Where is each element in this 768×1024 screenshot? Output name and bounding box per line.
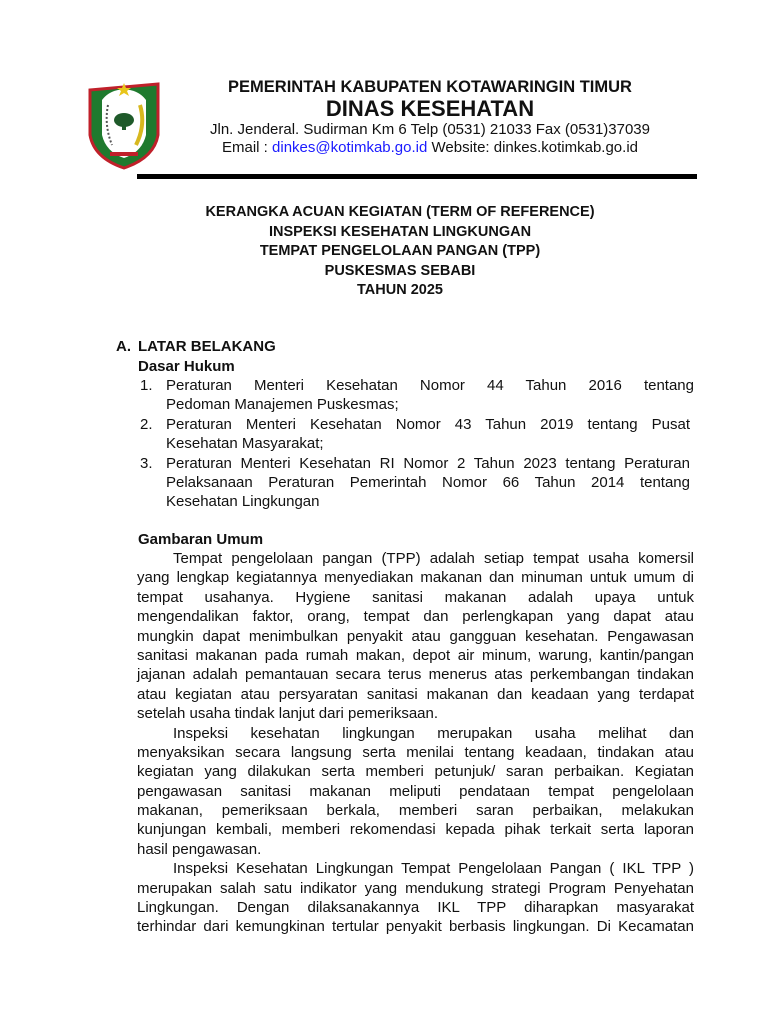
paragraph-line: Inspeksi Kesehatan Lingkungan Tempat Pengelolaan Pangan ( IKL TPP ) [173,860,694,878]
email-link[interactable]: dinkes@kotimkab.go.id [272,139,432,156]
list-text: Pelaksanaan Peraturan Pemerintah Nomor 66 Tahun 2014 tentang [166,473,690,491]
email-label: Email : [222,139,273,156]
list-text: Pedoman Manajemen Puskesmas; [166,396,399,414]
paragraph-line: hasil pengawasan. [137,840,262,858]
list-text: Kesehatan Masyarakat; [166,435,324,453]
legal-basis-list [140,376,694,512]
title-line: INSPEKSI KESEHATAN LINGKUNGAN [268,223,532,240]
subheading-dasar-hukum: Dasar Hukum [138,358,235,375]
title-line: TAHUN 2025 [357,282,443,298]
section-marker: A. [116,338,131,355]
list-text: Kesehatan Lingkungan [166,493,320,511]
paragraph-line: yang lengkap kegiatannya menyediakan makanan dan minuman untuk umum di [137,569,694,587]
paragraph-line: kunjungan kembali, memberi rekomendasi kepada pihak terkait serta laporan [137,821,694,839]
title-line: TEMPAT PENGELOLAAN PANGAN (TPP) [259,243,541,259]
paragraph-line: terhindar dari kemungkinan tertular penyakit berbasis lingkungan. Di Kecamatan [137,918,694,936]
paragraph-line: tempat usahanya. Hygiene sanitasi makanan adalah upaya untuk [137,588,694,606]
paragraph-line: pengawasan sanitasi makanan meliputi pendataan tempat pengelolaan [137,782,694,800]
list-text: Peraturan Menteri Kesehatan Nomor 44 Tahun 2016 tentang [166,377,694,394]
list-number: 2. [140,415,153,433]
paragraph [137,724,694,860]
paragraph-line: sanitasi makanan pada rumah makan, depot air minum, warung, kantin/pangan [137,646,694,664]
title-line: PUSKESMAS SEBABI [324,262,476,279]
government-name: PEMERINTAH KABUPATEN KOTAWARINGIN TIMUR [228,78,632,96]
paragraph-line: jajanan adalah pemantauan secara terus menerus atas perkembangan tindakan [137,666,694,684]
list-item [140,415,694,454]
paragraph-line: kegiatan yang dilakukan serta memberi petunjuk/ saran perbaikan. Kegiatan [137,763,694,781]
header-divider [137,174,697,179]
section-heading: LATAR BELAKANG [138,338,276,355]
paragraph [137,859,694,937]
list-number: 1. [140,377,153,394]
list-number: 3. [140,454,153,472]
list-item [140,454,694,512]
agency-name: DINAS KESEHATAN [325,96,535,121]
paragraph-line: Lingkungan. Dengan dilaksanakannya IKL TPP diharapkan masyarakat [137,899,694,917]
list-text: Peraturan Menteri Kesehatan RI Nomor 2 Tahun 2023 tentang Peraturan [166,454,690,472]
document-title [100,203,700,301]
paragraph-line: mengendalikan faktor, orang, tempat dan perlengkapan yang dapat atau [137,608,694,626]
paragraph-line: mungkin dapat menimbulkan penyakit atau gangguan kesehatan. Pengawasan [137,627,694,645]
list-text: Peraturan Menteri Kesehatan Nomor 43 Tahun 2019 tentang Pusat [166,415,690,433]
paragraph-line: Tempat pengelolaan pangan (TPP) adalah setiap tempat usaha komersil [173,550,694,567]
contact-line [150,139,710,156]
paragraph-line: merupakan salah satu indikator yang mendukung strategi Program Penyehatan [137,879,694,897]
paragraph-line: setelah usaha tindak lanjut dari pemeriksaan. [137,705,439,723]
website-text: Website: dinkes.kotimkab.go.id [431,139,638,156]
paragraph-line: menyaksikan secara langsung serta menilai tentang keadaan, tindakan atau [137,743,694,761]
list-item [140,376,694,415]
subheading-gambaran-umum: Gambaran Umum [138,531,264,548]
paragraph-line: makanan, pemeriksaan berkala, memberi saran perbaikan, melakukan [137,802,694,820]
general-description [137,549,694,937]
agency-address: Jln. Jenderal. Sudirman Km 6 Telp (0531) 21033 Fax (0531)37039 [210,121,650,138]
paragraph-line: Inspeksi kesehatan lingkungan merupakan usaha melihat dan [173,724,694,742]
title-line: KERANGKA ACUAN KEGIATAN (TERM OF REFERENCE) [205,204,595,220]
paragraph-line: atau kegiatan atau persyaratan sanitasi makanan dan keadaan yang terdapat [137,685,694,703]
paragraph [137,549,694,724]
